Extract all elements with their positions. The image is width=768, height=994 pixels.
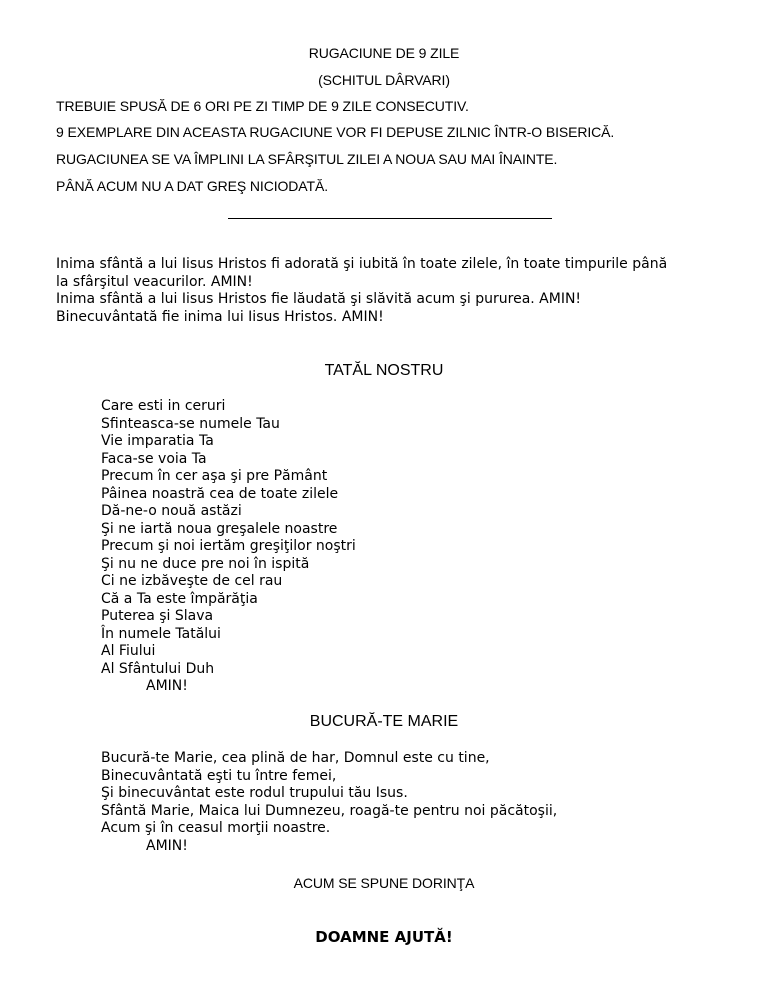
prayer-line: Faca-se voia Ta — [101, 450, 207, 467]
prayer-line: În numele Tatălui — [101, 625, 221, 642]
prayer-line: Şi binecuvântat este rodul trupului tău Isus. — [101, 785, 408, 801]
document-subtitle: (SCHITUL DÂRVARI) — [318, 72, 450, 88]
document-title: RUGACIUNE DE 9 ZILE — [308, 45, 460, 61]
prayer-line: Pâinea noastră cea de toate zilele — [101, 485, 339, 502]
intro-line: Inima sfântă a lui Iisus Hristos fi adorată şi iubită în toate zilele, în toate timpurile până — [56, 256, 668, 272]
intro-paragraph — [56, 256, 667, 326]
prayer-line: Ci ne izbăveşte de cel rau — [101, 573, 283, 589]
bucura-te-marie-prayer — [101, 750, 557, 855]
section-heading-bucura-te-marie: BUCURĂ-TE MARIE — [309, 713, 459, 730]
prayer-line: Precum şi noi iertăm greşiţilor noştri — [101, 538, 356, 554]
prayer-line: Al Fiului — [101, 643, 156, 659]
prayer-line: Sfinteasca-se numele Tau — [101, 415, 280, 432]
instruction-line: 9 EXEMPLARE DIN ACEASTA RUGACIUNE VOR FI DEPUSE ZILNIC ÎNTR-O BISERICĂ. — [56, 124, 615, 140]
prayer-line: Sfântă Marie, Maica lui Dumnezeu, roagă-te pentru noi păcătoşii, — [101, 802, 558, 819]
prayer-line: Care esti in ceruri — [101, 398, 226, 414]
prayer-line: Şi ne iartă noua greşalele noastre — [101, 520, 338, 537]
prayer-line: Că a Ta este împărăţia — [101, 590, 258, 607]
horizontal-divider — [228, 218, 552, 219]
prayer-line: Vie imparatia Ta — [101, 433, 214, 449]
intro-line: Inima sfântă a lui Iisus Hristos fie lăudată şi slăvită acum şi pururea. AMIN! — [56, 291, 582, 307]
instruction-line: RUGACIUNEA SE VA ÎMPLINI LA SFÂRŞITUL ZILEI A NOUA SAU MAI ÎNAINTE. — [56, 151, 558, 167]
intro-line: la sfârşitul veacurilor. AMIN! — [56, 273, 253, 290]
prayer-line: Dă-ne-o nouă astăzi — [101, 503, 242, 519]
prayer-line: Bucură-te Marie, cea plină de har, Domnul este cu tine, — [101, 750, 490, 766]
instruction-line: TREBUIE SPUSĂ DE 6 ORI PE ZI TIMP DE 9 ZILE CONSECUTIV. — [56, 98, 469, 114]
prayer-line: Precum în cer aşa şi pre Pământ — [101, 468, 328, 484]
prayer-line: Al Sfântului Duh — [101, 660, 215, 677]
prayer-line: Puterea şi Slava — [101, 608, 214, 624]
wish-instruction: ACUM SE SPUNE DORINŢA — [293, 875, 475, 891]
tatal-nostru-prayer — [101, 398, 356, 696]
intro-line: Binecuvântată fie inima lui Iisus Hristos. AMIN! — [56, 308, 384, 325]
instruction-line: PÂNĂ ACUM NU A DAT GREŞ NICIODATĂ. — [56, 178, 328, 194]
prayer-amin: AMIN! — [146, 837, 188, 854]
prayer-amin: AMIN! — [146, 678, 188, 694]
prayer-line: Şi nu ne duce pre noi în ispită — [101, 555, 310, 572]
closing-blessing: DOAMNE AJUTĂ! — [315, 928, 453, 946]
prayer-line: Acum şi în ceasul morţii noastre. — [101, 820, 331, 836]
section-heading-tatal-nostru: TATĂL NOSTRU — [324, 362, 444, 379]
prayer-line: Binecuvântată eşti tu între femei, — [101, 767, 337, 784]
